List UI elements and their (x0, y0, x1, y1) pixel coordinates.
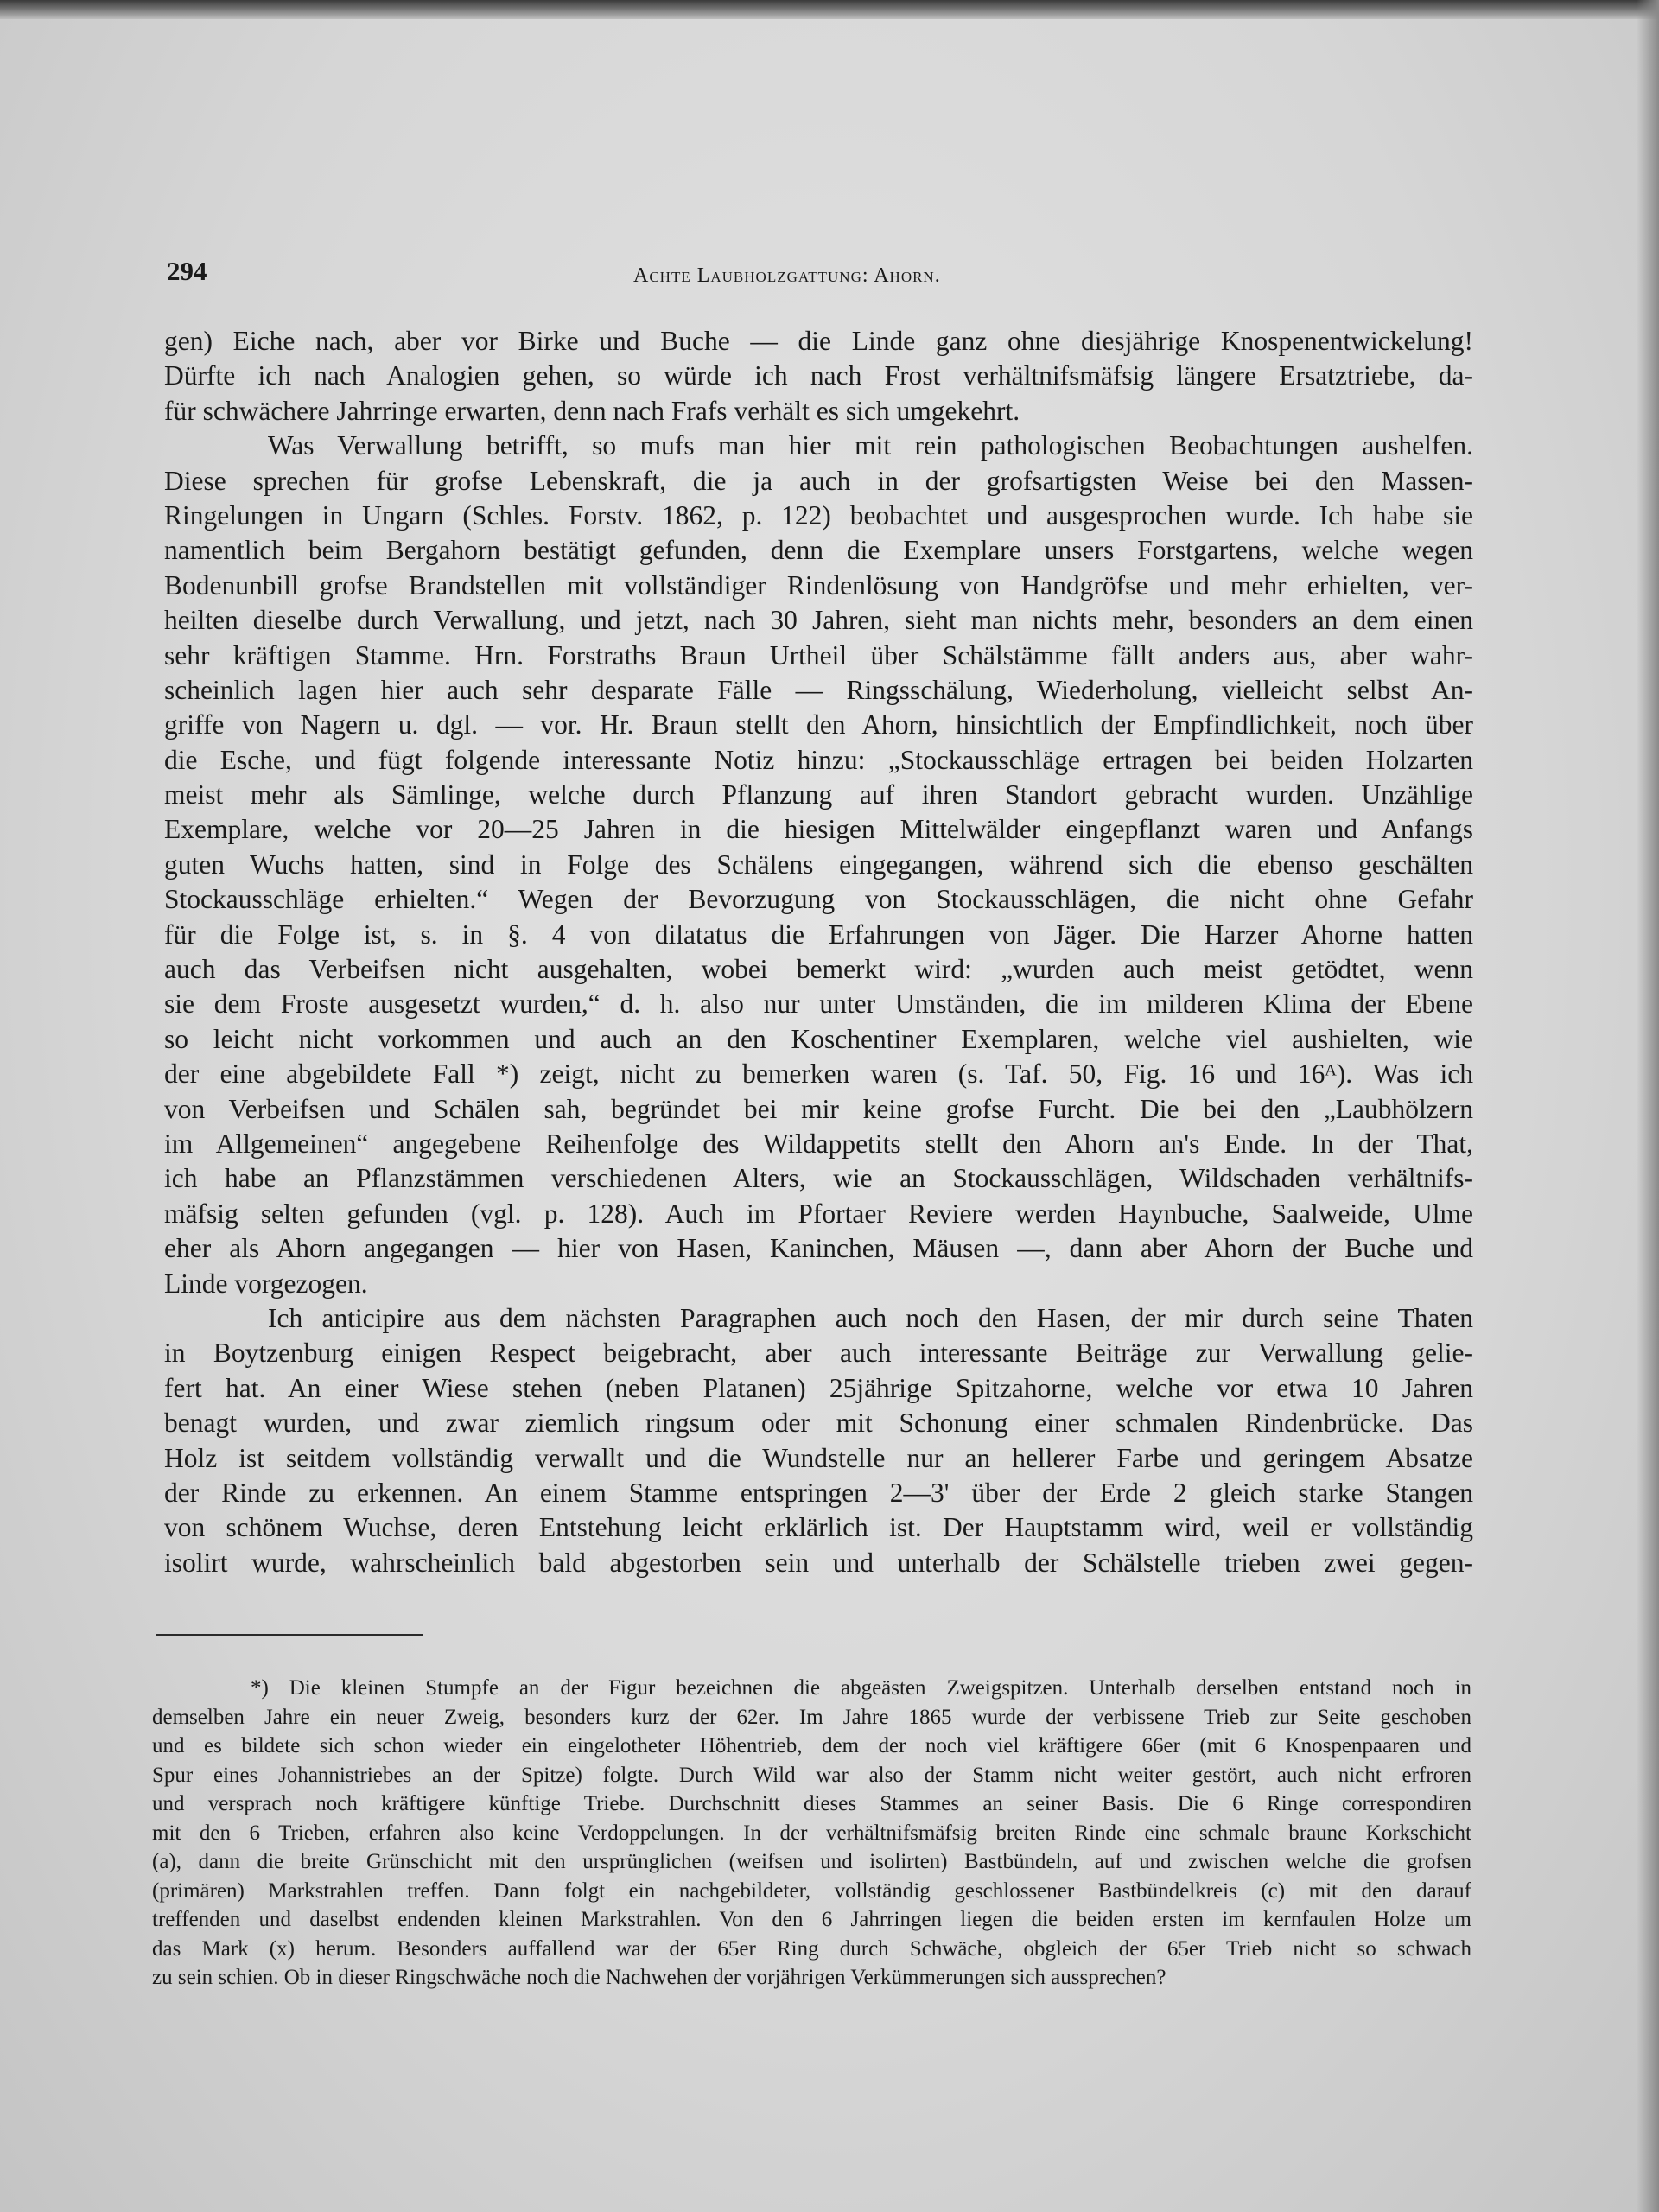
body-line: gen) Eiche nach, aber vor Birke und Buche — die Linde ganz ohne diesjährige Knospenentwickelung! (164, 326, 1473, 356)
footnote-line: treffenden und daselbst endenden kleinen Markstrahlen. Von den 6 Jahrringen liegen die beiden ersten im kernfaulen Holze um (152, 1908, 1471, 1931)
body-line: namentlich beim Bergahorn bestätigt gefunden, denn die Exemplare unsers Forstgartens, welche wegen (164, 535, 1473, 566)
body-line: Dürfte ich nach Analogien gehen, so würde ich nach Frost verhältnifsmäfsig längere Ersatztriebe, da- (164, 360, 1473, 391)
body-line: benagt wurden, und zwar ziemlich ringsum oder mit Schonung einer schmalen Rindenbrücke. Das (164, 1408, 1473, 1439)
body-line: heilten dieselbe durch Verwallung, und jetzt, nach 30 Jahren, sieht man nichts mehr, besonders an dem einen (164, 605, 1473, 636)
body-line: Stockausschläge erhielten.“ Wegen der Bevorzugung von Stockausschlägen, die nicht ohne Gefahr (164, 884, 1473, 915)
body-line: Exemplare, welche vor 20—25 Jahren in die hiesigen Mittelwälder eingepflanzt waren und Anfangs (164, 814, 1473, 845)
body-line: von schönem Wuchse, deren Entstehung leicht erklärlich ist. Der Hauptstamm wird, weil er vollständig (164, 1512, 1473, 1543)
body-text (164, 324, 1473, 1580)
page-number: 294 (167, 256, 207, 286)
page-right-edge (1637, 0, 1659, 2212)
body-line: Linde vorgezogen. (164, 1268, 368, 1299)
footnote-line: das Mark (x) herum. Besonders auffallend war der 65er Ring durch Schwäche, obgleich der 65er Trieb nicht so schwach (152, 1936, 1471, 1961)
body-line: Bodenunbill grofse Brandstellen mit vollständiger Rindenlösung von Handgröfse und mehr erhielten, ver- (164, 569, 1473, 601)
body-line: der eine abgebildete Fall *) zeigt, nicht zu bemerken waren (s. Taf. 50, Fig. 16 und 16ᴬ). Was ich (164, 1058, 1473, 1090)
body-line: fert hat. An einer Wiese stehen (neben Platanen) 25jährige Spitzahorne, welche vor etwa 10 Jahren (164, 1372, 1473, 1403)
body-line: Ich anticipire aus dem nächsten Paragraphen auch noch den Hasen, der mir durch seine Thaten (268, 1302, 1473, 1333)
body-line: Diese sprechen für grofse Lebenskraft, die ja auch in der grofsartigsten Weise bei den Massen- (164, 465, 1473, 496)
body-line: Was Verwallung betrifft, so mufs man hier mit rein pathologischen Beobachtungen aushelfen. (268, 430, 1473, 461)
footnote (152, 1674, 1471, 1993)
body-line: sehr kräftigen Stamme. Hrn. Forstraths Braun Urtheil über Schälstämme fällt anders aus, aber wahr- (164, 639, 1473, 671)
footnote-line: und versprach noch kräftigere künftige Triebe. Durchschnitt dieses Stammes an seiner Basis. Die 6 Ringe correspondiren (152, 1792, 1471, 1815)
body-line: sie dem Froste ausgesetzt wurden,“ d. h. also nur unter Umständen, die im milderen Klima der Ebene (164, 988, 1473, 1020)
footnote-line: Spur eines Johannistriebes an der Spitze) folgte. Durch Wild war also der Stamm nicht weiter gestört, auch nicht erfroren (152, 1763, 1471, 1787)
body-line: in Boytzenburg einigen Respect beigebracht, aber auch interessante Beiträge zur Verwallung gelie- (164, 1338, 1473, 1369)
body-line: im Allgemeinen“ angegebene Reihenfolge des Wildappetits stellt den Ahorn an's Ende. In der That, (164, 1128, 1473, 1159)
footnote-line: zu sein schien. Ob in dieser Ringschwäche noch die Nachwehen der vorjährigen Verkümmerungen sich aussprechen? (152, 1966, 1166, 1989)
body-line: für die Folge ist, s. in §. 4 von dilatatus die Erfahrungen von Jäger. Die Harzer Ahorne hatten (164, 918, 1473, 950)
footnote-line: demselben Jahre ein neuer Zweig, besonders kurz der 62er. Im Jahre 1865 wurde der verbissene Trieb zur Seite geschoben (152, 1705, 1471, 1729)
body-line: ich habe an Pflanzstämmen verschiedenen Alters, wie an Stockausschlägen, Wildschaden verhältnifs- (164, 1163, 1473, 1194)
body-line: der Rinde zu erkennen. An einem Stamme entspringen 2—3' über der Erde 2 gleich starke Stangen (164, 1477, 1473, 1508)
footnote-line: (a), dann die breite Grünschicht mit den ursprünglichen (weifsen und isolirten) Bastbündeln, auf und zwischen welche die grofsen (152, 1850, 1471, 1873)
body-line: für schwächere Jahrringe erwarten, denn nach Frafs verhält es sich umgekehrt. (164, 395, 1020, 426)
body-line: isolirt wurde, wahrscheinlich bald abgestorben sein und unterhalb der Schälstelle trieben zwei gegen- (164, 1547, 1473, 1578)
body-line: Ringelungen in Ungarn (Schles. Forstv. 1862, p. 122) beobachtet und ausgesprochen wurde. Ich habe sie (164, 499, 1473, 531)
footnote-line: *) Die kleinen Stumpfe an der Figur bezeichnen die abgeästen Zweigspitzen. Unterhalb derselben entstand noch in (251, 1676, 1471, 1700)
page-header (167, 256, 1476, 294)
footnote-line: mit den 6 Trieben, erfahren also keine Verdoppelungen. In der verhältnifsmäfsig breiten Rinde eine schmale braune Korkschicht (152, 1821, 1471, 1845)
body-line: guten Wuchs hatten, sind in Folge des Schälens eingegangen, während sich die ebenso geschälten (164, 849, 1473, 880)
body-line: griffe von Nagern u. dgl. — vor. Hr. Braun stellt den Ahorn, hinsichtlich der Empfindlichkeit, noch über (164, 709, 1473, 741)
body-line: von Verbeifsen und Schälen sah, begründet bei mir keine grofse Furcht. Die bei den „Laubhölzern (164, 1093, 1473, 1124)
footnote-rule (156, 1634, 423, 1636)
body-line: mäfsig selten gefunden (vgl. p. 128). Auch im Pfortaer Reviere werden Haynbuche, Saalweide, Ulme (164, 1198, 1473, 1229)
page-top-edge (0, 0, 1659, 19)
footnote-line: (primären) Markstrahlen treffen. Dann folgt ein nachgebildeter, vollständig geschlossener Bastbündelkreis (c) mit den darauf (152, 1878, 1471, 1903)
body-line: Holz ist seitdem vollständig verwallt und die Wundstelle nur an hellerer Farbe und geringem Absatze (164, 1442, 1473, 1473)
body-line: scheinlich lagen hier auch sehr desparate Fälle — Ringsschälung, Wiederholung, vielleicht selbst An- (164, 674, 1473, 705)
body-line: auch das Verbeifsen nicht ausgehalten, wobei bemerkt wird: „wurden auch meist getödtet, wenn (164, 954, 1473, 985)
body-line: meist mehr als Sämlinge, welche durch Pflanzung auf ihren Standort gebracht wurden. Unzählige (164, 779, 1473, 810)
body-line: eher als Ahorn angegangen — hier von Hasen, Kaninchen, Mäusen —, dann aber Ahorn der Buche und (164, 1233, 1473, 1264)
footnote-line: und es bildete sich schon wieder ein eingelotheter Höhentrieb, dem der noch viel kräftigere 66er (mit 6 Knospenpaaren und (152, 1734, 1471, 1758)
body-line: so leicht nicht vorkommen und auch an den Koschentiner Exemplaren, welche viel aushielten, wie (164, 1023, 1473, 1054)
body-line: die Esche, und fügt folgende interessante Notiz hinzu: „Stockausschläge ertragen bei beiden Holzarten (164, 744, 1473, 775)
running-head: Achte Laubholzgattung: Ahorn. (633, 264, 941, 287)
